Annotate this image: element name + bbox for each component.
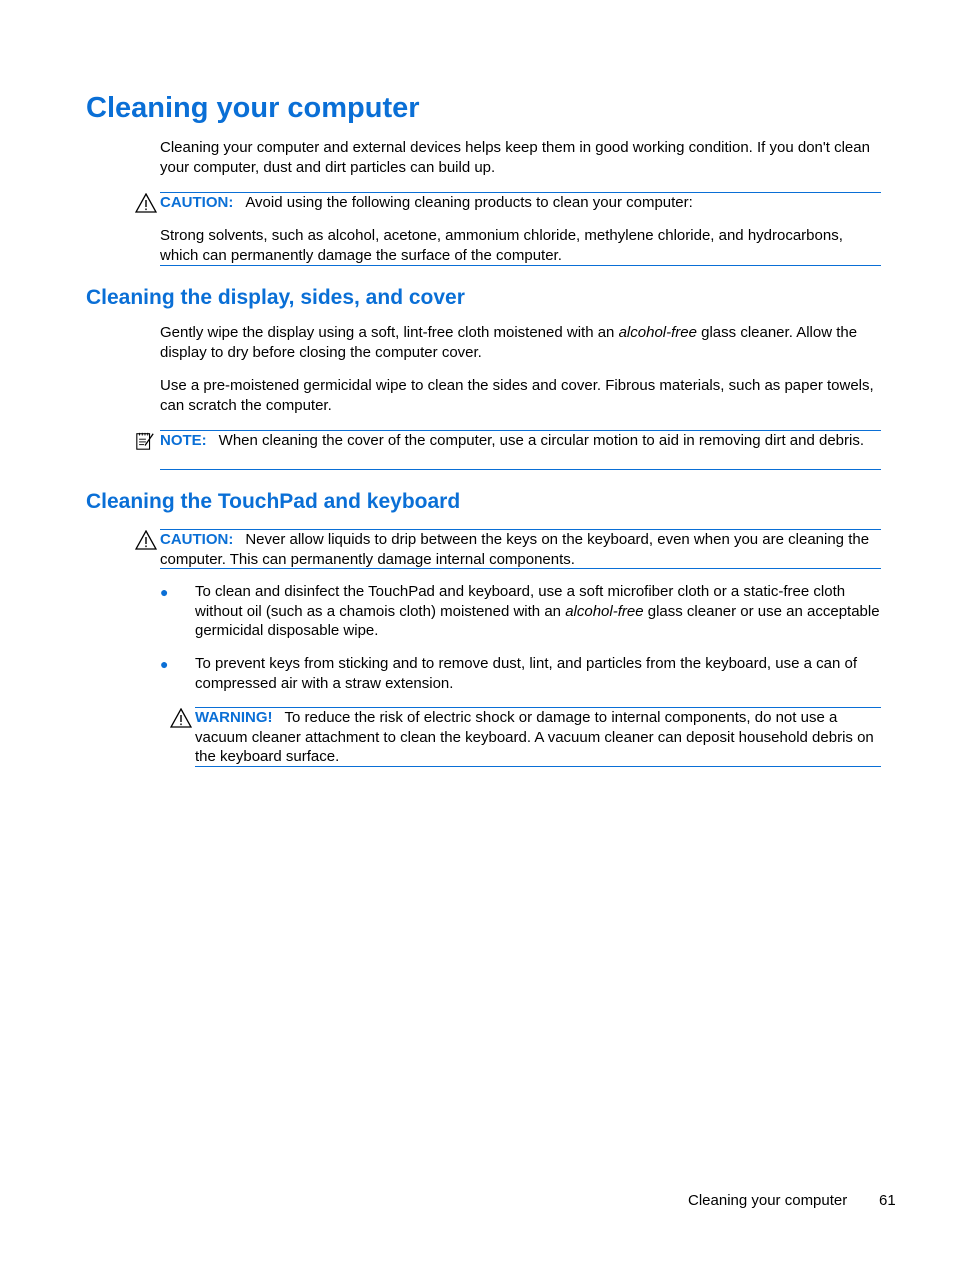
warning-box [195, 707, 881, 767]
section-heading-display: Cleaning the display, sides, and cover [86, 286, 465, 309]
caution-detail: Strong solvents, such as alcohol, acetone, ammonium chloride, methylene chloride, and hydrocarbons, which can permanently damage the surface of the computer. [160, 227, 843, 264]
warning-triangle-icon [135, 530, 157, 550]
bullet-dot: ● [160, 584, 169, 600]
caution-label: CAUTION: [160, 194, 234, 211]
bullet-item-2: To prevent keys from sticking and to remove dust, lint, and particles from the keyboard, use a can of compressed air with a straw extension. [195, 655, 857, 692]
footer-page-number: 61 [879, 1192, 896, 1209]
caution-text: Never allow liquids to drip between the keys on the keyboard, even when you are cleaning the computer. This can permanently damage internal components. [160, 531, 870, 568]
warning-triangle-icon [170, 708, 192, 728]
warning-triangle-icon [135, 193, 157, 213]
warning-label: WARNING! [195, 709, 273, 726]
caution-text: Avoid using the following cleaning products to clean your computer: [245, 194, 693, 211]
note-box [160, 430, 881, 470]
page-title: Cleaning your computer [86, 92, 420, 124]
caution-box-solvents [160, 192, 881, 266]
footer-section-title: Cleaning your computer [688, 1192, 848, 1209]
caution-box-liquids [160, 529, 881, 569]
note-label: NOTE: [160, 432, 207, 449]
section-heading-keyboard: Cleaning the TouchPad and keyboard [86, 490, 461, 513]
intro-paragraph: Cleaning your computer and external devices helps keep them in good working condition. If you don't clean your computer, dust and dirt particles can build up. [160, 139, 870, 176]
note-text: When cleaning the cover of the computer, use a circular motion to aid in removing dirt and debris. [218, 432, 865, 449]
caution-label: CAUTION: [160, 531, 234, 548]
display-paragraph-2: Use a pre-moistened germicidal wipe to clean the sides and cover. Fibrous materials, such as paper towels, can scratch the computer. [160, 377, 874, 414]
display-paragraph-1: Gently wipe the display using a soft, lint-free cloth moistened with an alcohol-free glass cleaner. Allow the display to dry before closing the computer cover. [160, 324, 858, 361]
bullet-item-1: To clean and disinfect the TouchPad and keyboard, use a soft microfiber cloth or a static-free cloth without oil (such as a chamois cloth) moistened with an alcohol-free glass cleaner or use an acceptable germicidal disposable wipe. [195, 583, 880, 639]
note-pad-icon [134, 431, 156, 451]
warning-text: To reduce the risk of electric shock or damage to internal components, do not use a vacuum cleaner attachment to clean the keyboard. A vacuum cleaner can deposit household debris on the keyboard surface. [195, 709, 874, 765]
bullet-dot: ● [160, 656, 169, 672]
